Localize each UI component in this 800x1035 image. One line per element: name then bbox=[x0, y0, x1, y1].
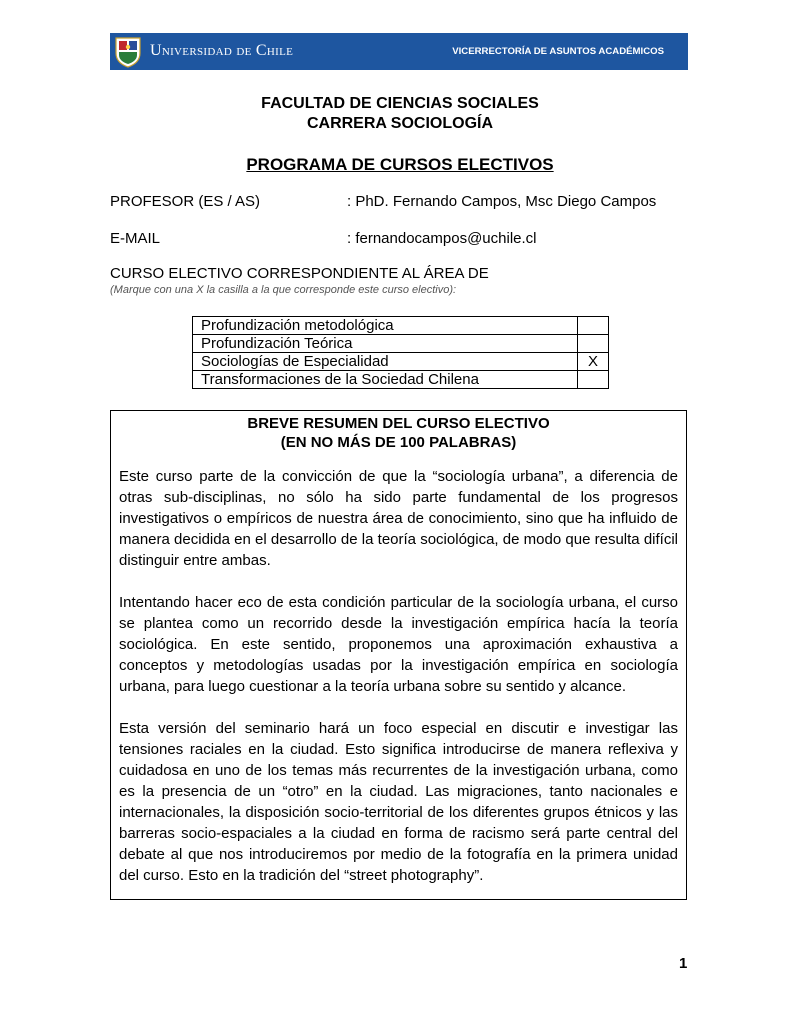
email-value: : fernandocampos@uchile.cl bbox=[347, 230, 537, 247]
area-checkbox bbox=[578, 335, 609, 353]
area-checkbox bbox=[578, 371, 609, 389]
university-name: Universidad de Chile bbox=[150, 42, 294, 59]
area-label: Transformaciones de la Sociedad Chilena bbox=[193, 371, 578, 389]
professor-label: PROFESOR (ES / AS) bbox=[110, 193, 261, 210]
area-row bbox=[193, 335, 609, 353]
university-seal-icon bbox=[113, 35, 143, 68]
professor-value: : PhD. Fernando Campos, Msc Diego Campos bbox=[347, 193, 657, 210]
area-label: Sociologías de Especialidad bbox=[193, 353, 578, 371]
area-label: Profundización metodológica bbox=[193, 317, 578, 335]
area-title: CURSO ELECTIVO CORRESPONDIENTE AL ÁREA DE bbox=[110, 265, 489, 282]
summary-paragraph: Este curso parte de la convicción de que la “sociología urbana”, a diferencia de otras sub-disciplinas, no sólo ha sido parte fundamental de los progresos investigativos o empíricos de nuestra área de conocimiento, sino que ha influido de manera decidida en el desarrollo de la teoría sociológica, de modo que resulta difícil distinguir entre ambas. bbox=[119, 468, 678, 569]
summary-subtitle: (EN NO MÁS DE 100 PALABRAS) bbox=[280, 434, 517, 451]
summary-title: BREVE RESUMEN DEL CURSO ELECTIVO bbox=[247, 415, 550, 432]
faculty-title: FACULTAD DE CIENCIAS SOCIALES bbox=[261, 95, 539, 112]
office-name: VICERRECTORÍA DE ASUNTOS ACADÉMICOS bbox=[452, 46, 664, 57]
page-number: 1 bbox=[679, 955, 688, 972]
career-title: CARRERA SOCIOLOGÍA bbox=[306, 115, 494, 132]
header-banner bbox=[110, 33, 688, 70]
area-checkbox: X bbox=[578, 353, 609, 371]
summary-box bbox=[110, 410, 687, 900]
summary-paragraph: Intentando hacer eco de esta condición particular de la sociología urbana, el curso se plantea como un recorrido desde la investigación empírica hacía la teoría sociológica. En este sentido, proponemos una aproximación exhaustiva a conceptos y metodologías usadas por la investigación empírica en sociología urbana, para luego cuestionar a la teoría urbana sobre su sentido y alcance. bbox=[119, 594, 678, 695]
area-row bbox=[193, 317, 609, 335]
summary-paragraph: Esta versión del seminario hará un foco especial en discutir e investigar las tensiones raciales en la ciudad. Esto significa introducirse de manera reflexiva y cuidadosa en uno de los temas más recurrentes de la investigación urbana, como es la presencia de un “otro” en la ciudad. Las migraciones, tanto nacionales e internacionales, la disposición socio-territorial de los diferentes grupos étnicos y las barreras socio-espaciales a la ciudad en forma de racismo será parte central del debate al que nos introduciremos por medio de la fotografía en la primera unidad del curso. Esto en la tradición del “street photography”. bbox=[119, 720, 678, 884]
area-label: Profundización Teórica bbox=[193, 335, 578, 353]
email-label: E-MAIL bbox=[110, 230, 161, 247]
area-checkbox bbox=[578, 317, 609, 335]
program-title: PROGRAMA DE CURSOS ELECTIVOS bbox=[246, 155, 554, 174]
area-row bbox=[193, 353, 609, 371]
area-hint: (Marque con una X la casilla a la que corresponde este curso electivo): bbox=[110, 284, 457, 296]
area-row bbox=[193, 371, 609, 389]
area-table bbox=[192, 316, 609, 389]
